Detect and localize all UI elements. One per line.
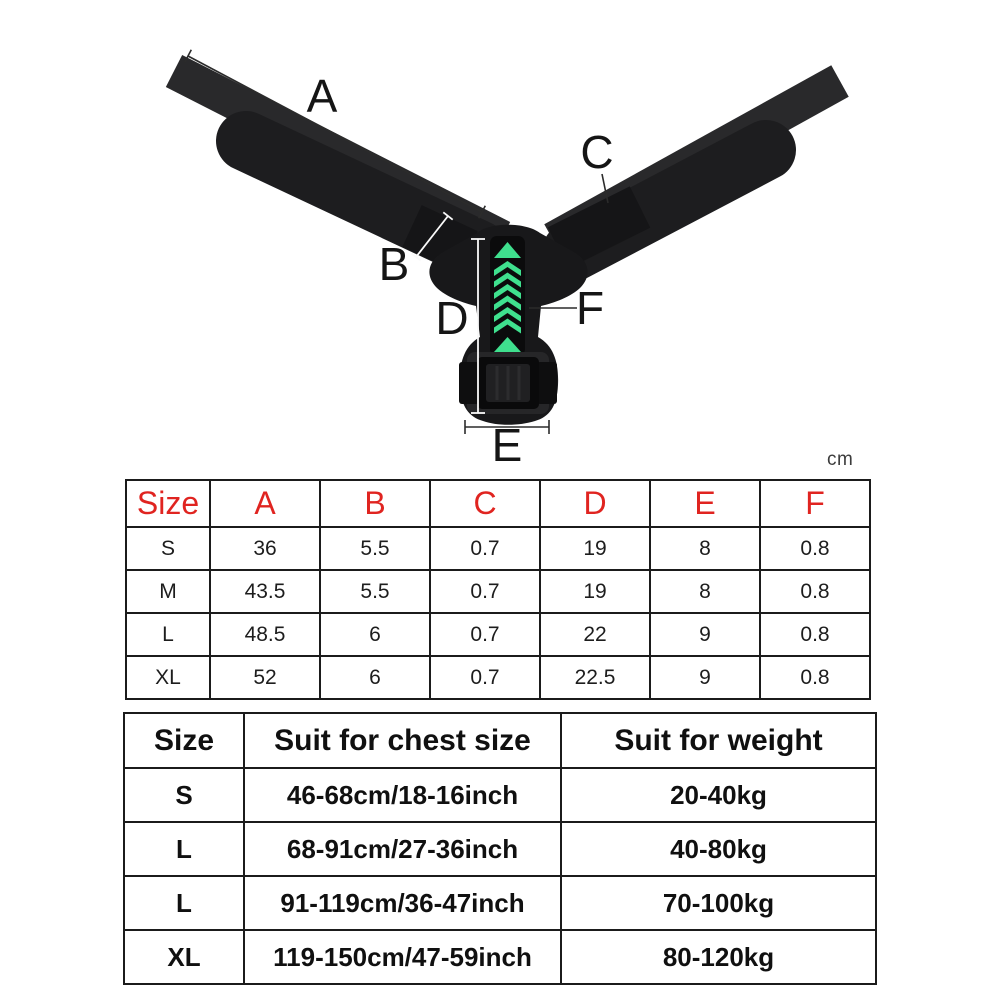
- value-cell: 0.7: [430, 570, 540, 613]
- value-cell: 6: [320, 656, 430, 699]
- size-cell: L: [124, 876, 244, 930]
- value-cell: 5.5: [320, 527, 430, 570]
- size-cell: M: [126, 570, 210, 613]
- value-cell: 0.8: [760, 613, 870, 656]
- value-cell: 0.8: [760, 656, 870, 699]
- posture-corrector-diagram: [0, 0, 1000, 465]
- dim-label-f: F: [575, 282, 605, 334]
- value-cell: 22.5: [540, 656, 650, 699]
- chest-size-cell: 119-150cm/47-59inch: [244, 930, 561, 984]
- size-table-header: C: [430, 480, 540, 527]
- chest-size-cell: 68-91cm/27-36inch: [244, 822, 561, 876]
- fit-table-header: Size: [124, 713, 244, 768]
- size-table-header: E: [650, 480, 760, 527]
- size-table-header: B: [320, 480, 430, 527]
- value-cell: 36: [210, 527, 320, 570]
- size-cell: L: [126, 613, 210, 656]
- fit-table-header-row: [124, 713, 876, 768]
- dim-label-a: A: [306, 70, 338, 122]
- dim-label-e: E: [491, 419, 523, 465]
- size-table-row: [126, 527, 870, 570]
- size-table-row: [126, 570, 870, 613]
- fit-table-row: [124, 768, 876, 822]
- size-cell: XL: [124, 930, 244, 984]
- size-table-header: F: [760, 480, 870, 527]
- weight-cell: 80-120kg: [561, 930, 876, 984]
- value-cell: 0.7: [430, 613, 540, 656]
- fit-table-header: Suit for chest size: [244, 713, 561, 768]
- size-cell: S: [126, 527, 210, 570]
- weight-cell: 70-100kg: [561, 876, 876, 930]
- value-cell: 19: [540, 570, 650, 613]
- unit-label: cm: [827, 449, 854, 470]
- chest-size-cell: 91-119cm/36-47inch: [244, 876, 561, 930]
- value-cell: 8: [650, 570, 760, 613]
- fit-table-row: [124, 822, 876, 876]
- weight-cell: 40-80kg: [561, 822, 876, 876]
- dim-label-b: B: [378, 238, 410, 290]
- value-cell: 43.5: [210, 570, 320, 613]
- size-dimension-table: [125, 479, 871, 700]
- value-cell: 9: [650, 656, 760, 699]
- size-table-row: [126, 613, 870, 656]
- value-cell: 9: [650, 613, 760, 656]
- size-table-header-row: [126, 480, 870, 527]
- value-cell: 0.8: [760, 527, 870, 570]
- weight-cell: 20-40kg: [561, 768, 876, 822]
- size-cell: L: [124, 822, 244, 876]
- dim-label-c: C: [580, 126, 614, 178]
- fit-table-row: [124, 930, 876, 984]
- value-cell: 5.5: [320, 570, 430, 613]
- chest-size-cell: 46-68cm/18-16inch: [244, 768, 561, 822]
- size-table-header: Size: [126, 480, 210, 527]
- fit-table-row: [124, 876, 876, 930]
- value-cell: 6: [320, 613, 430, 656]
- value-cell: 22: [540, 613, 650, 656]
- value-cell: 52: [210, 656, 320, 699]
- value-cell: 48.5: [210, 613, 320, 656]
- value-cell: 0.8: [760, 570, 870, 613]
- bottom-buckle: [459, 352, 557, 414]
- size-table-header: D: [540, 480, 650, 527]
- size-cell: S: [124, 768, 244, 822]
- value-cell: 0.7: [430, 656, 540, 699]
- value-cell: 0.7: [430, 527, 540, 570]
- dim-label-d: D: [435, 292, 469, 344]
- fit-table: [123, 712, 877, 985]
- size-table-row: [126, 656, 870, 699]
- fit-table-header: Suit for weight: [561, 713, 876, 768]
- size-cell: XL: [126, 656, 210, 699]
- value-cell: 8: [650, 527, 760, 570]
- value-cell: 19: [540, 527, 650, 570]
- size-table-header: A: [210, 480, 320, 527]
